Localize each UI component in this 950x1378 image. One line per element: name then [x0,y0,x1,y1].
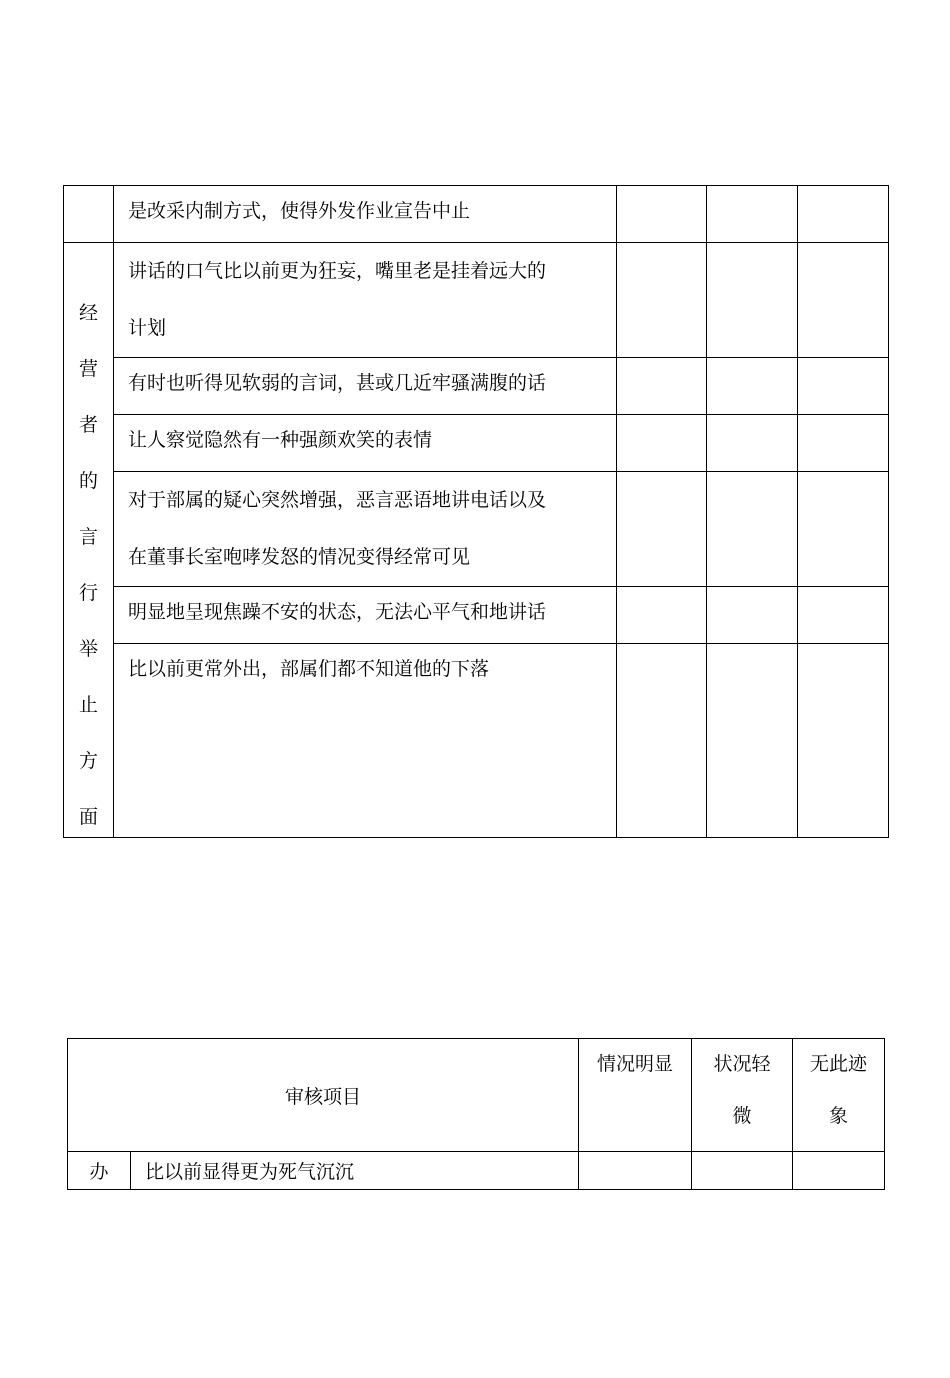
table-row [68,1152,885,1190]
audit-item-cell [131,1152,579,1190]
section-label-char: 营 [78,358,98,380]
section-label [64,301,113,861]
check-cell-slight[interactable] [707,472,798,587]
section-label-char: 面 [78,806,98,828]
check-cell-slight[interactable] [707,587,798,644]
check-cell-obvious[interactable] [617,644,707,838]
check-cell-none[interactable] [793,1152,885,1190]
header-audit-item-label: 审核项目 [285,1085,362,1108]
header-slight-label: 微 [732,1105,752,1127]
section-label-char: 方 [78,750,98,772]
header-slight-label: 状况轻 [713,1053,771,1075]
check-cell-slight[interactable] [707,358,798,415]
check-cell-none[interactable] [798,587,889,644]
section-label-cell [64,243,114,838]
audit-item-text: 讲话的口气比以前更为狂妄，嘴里老是挂着远大的 [128,260,547,282]
audit-table-office [67,1038,885,1190]
audit-item-text: 是改采内制方式，使得外发作业宣告中止 [128,200,471,222]
check-cell-none[interactable] [798,644,889,838]
audit-item-text: 比以前更常外出，部属们都不知道他的下落 [128,658,490,680]
table-row [64,186,889,243]
header-obvious [579,1039,692,1152]
audit-item-cell [114,644,617,838]
check-cell-obvious[interactable] [617,243,707,358]
table-row [64,644,889,838]
table-row [64,243,889,358]
check-cell-slight[interactable] [707,415,798,472]
header-none [793,1039,885,1152]
section-label-char: 办 [89,1161,109,1183]
section-label-cell [68,1152,131,1190]
section-label-char: 经 [78,302,98,324]
check-cell-none[interactable] [798,186,889,243]
header-none-label: 无此迹 [810,1053,868,1075]
table-header-row [68,1039,885,1152]
audit-item-cell [114,472,617,587]
check-cell-slight[interactable] [707,186,798,243]
audit-item-cell [114,243,617,358]
check-cell-obvious[interactable] [617,186,707,243]
audit-item-text: 计划 [128,317,167,339]
empty-cell [64,186,114,243]
audit-table-leader-behavior [63,185,889,838]
check-cell-none[interactable] [798,415,889,472]
audit-item-text: 比以前显得更为死气沉沉 [145,1161,355,1183]
check-cell-obvious[interactable] [617,472,707,587]
check-cell-none[interactable] [798,472,889,587]
check-cell-obvious[interactable] [579,1152,692,1190]
check-cell-obvious[interactable] [617,415,707,472]
check-cell-none[interactable] [798,243,889,358]
audit-item-text: 有时也听得见软弱的言词，甚或几近牢骚满腹的话 [128,372,547,394]
check-cell-slight[interactable] [707,644,798,838]
section-label-char: 举 [78,638,98,660]
check-cell-obvious[interactable] [617,587,707,644]
check-cell-none[interactable] [798,358,889,415]
table-row [64,472,889,587]
audit-item-cell [114,186,617,243]
section-label-char: 行 [78,582,98,604]
table-row [64,587,889,644]
audit-item-cell [114,358,617,415]
section-label-char: 者 [78,414,98,436]
audit-item-text: 让人察觉隐然有一种强颜欢笑的表情 [128,429,433,451]
section-label-char: 言 [78,526,98,548]
table-row [64,358,889,415]
check-cell-slight[interactable] [707,243,798,358]
section-label-char: 止 [78,694,98,716]
section-label-char: 的 [78,470,98,492]
audit-item-text: 对于部属的疑心突然增强，恶言恶语地讲电话以及 [128,489,547,511]
audit-item-cell [114,415,617,472]
header-obvious-label: 情况明显 [597,1053,674,1075]
header-slight [692,1039,793,1152]
header-none-label: 象 [829,1105,849,1127]
audit-item-text: 明显地呈现焦躁不安的状态，无法心平气和地讲话 [128,601,547,623]
check-cell-slight[interactable] [692,1152,793,1190]
audit-item-cell [114,587,617,644]
audit-item-text: 在董事长室咆哮发怒的情况变得经常可见 [128,546,471,568]
header-audit-item [68,1039,579,1152]
table-row [64,415,889,472]
check-cell-obvious[interactable] [617,358,707,415]
